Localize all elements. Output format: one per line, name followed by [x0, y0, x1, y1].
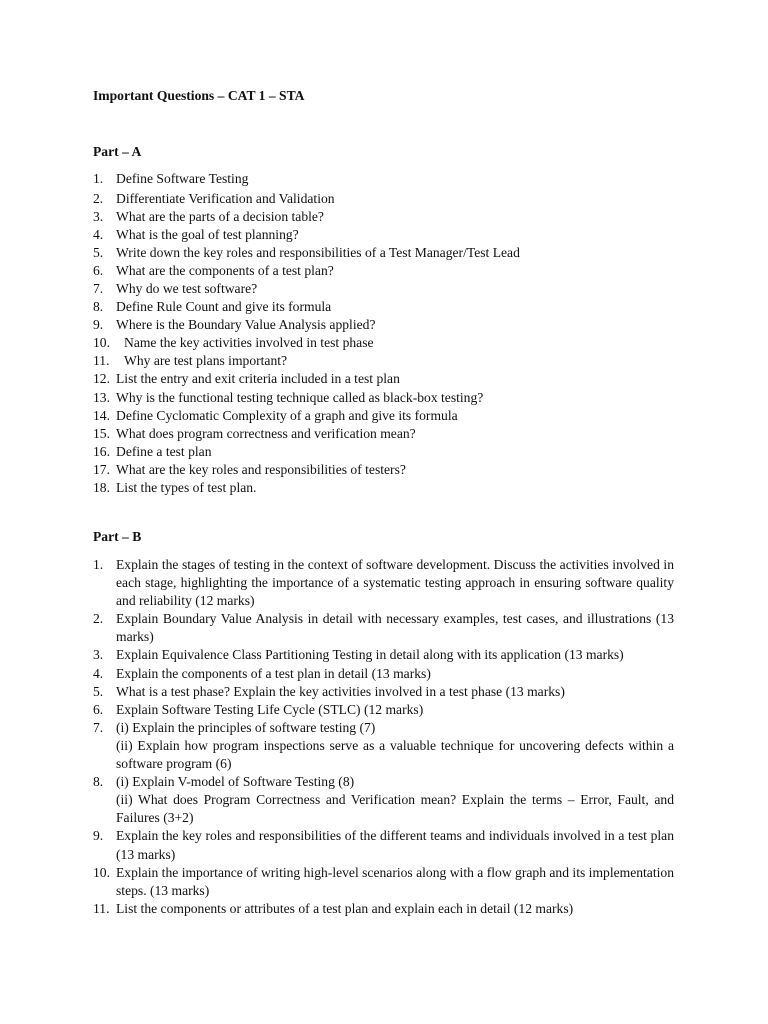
- part-a-question: [93, 190, 674, 208]
- part-b-question: [93, 864, 674, 900]
- question-text: List the entry and exit criteria included in a test plan: [116, 371, 400, 387]
- question-text: Why do we test software?: [116, 280, 258, 296]
- question-text: [116, 900, 674, 918]
- part-b-question: [93, 900, 674, 918]
- question-text: [116, 683, 674, 701]
- question-text: [116, 646, 674, 664]
- question-line: What is a test phase? Explain the key activities involved in a test phase (13 marks): [116, 683, 565, 699]
- question-line: Explain the importance of writing high-level scenarios along with a flow graph and its implementation steps. (13 marks): [116, 864, 674, 898]
- question-number: 17.: [93, 461, 110, 477]
- part-b-question: [93, 610, 674, 646]
- question-number: 9.: [93, 317, 104, 333]
- question-line: Explain the key roles and responsibilities of the different teams and individuals involved in a test plan (13 marks): [116, 828, 674, 862]
- question-number: 3.: [93, 208, 104, 224]
- question-text: What is the goal of test planning?: [116, 226, 299, 242]
- question-line: (i) Explain V-model of Software Testing (8): [116, 774, 355, 790]
- question-number: 8.: [93, 774, 104, 790]
- part-a-question: [93, 316, 674, 334]
- question-number: 10.: [93, 864, 110, 880]
- part-a-question: [93, 370, 674, 388]
- question-text: List the types of test plan.: [116, 480, 257, 495]
- question-number: 9.: [93, 828, 104, 844]
- question-text: [116, 827, 674, 863]
- part-a-question: [93, 443, 674, 461]
- question-number: 11.: [93, 900, 110, 916]
- part-b-question: [93, 556, 674, 610]
- part-b-heading: Part – B: [93, 529, 142, 544]
- question-number: 1.: [93, 557, 104, 572]
- part-a-question: [93, 389, 674, 407]
- question-number: 2.: [93, 611, 104, 627]
- question-number: 4.: [93, 226, 104, 242]
- question-number: 10.: [93, 335, 110, 351]
- question-number: 18.: [93, 480, 110, 495]
- question-number: 14.: [93, 407, 110, 423]
- part-b-question: [93, 773, 674, 827]
- question-line: Explain the components of a test plan in detail (13 marks): [116, 665, 431, 681]
- question-text: [116, 864, 674, 900]
- question-text: Define Software Testing: [116, 171, 249, 186]
- question-line: (ii) What does Program Correctness and Verification mean? Explain the terms – Error, Fault, and Failures (3+2): [116, 792, 674, 826]
- question-text: Define Cyclomatic Complexity of a graph and give its formula: [116, 407, 458, 423]
- question-number: 15.: [93, 425, 110, 441]
- question-number: 7.: [93, 719, 104, 735]
- question-number: 5.: [93, 244, 104, 260]
- part-a-question: [93, 479, 674, 497]
- part-a-question-list: [93, 170, 674, 497]
- question-text: Define a test plan: [116, 443, 212, 459]
- part-a-heading: Part – A: [93, 144, 142, 159]
- part-a-question: [93, 334, 674, 352]
- part-b-question: [93, 683, 674, 701]
- question-number: 6.: [93, 262, 104, 278]
- question-line: (ii) Explain how program inspections serve as a valuable technique for uncovering defects within a software program (6): [116, 737, 674, 772]
- part-a-question: [93, 170, 674, 190]
- part-a-question: [93, 461, 674, 479]
- question-line: Explain Boundary Value Analysis in detail with necessary examples, test cases, and illustrations (13 marks): [116, 611, 674, 645]
- part-a-question: [93, 352, 674, 370]
- question-text: [116, 556, 674, 610]
- part-b-question: [93, 646, 674, 664]
- part-b-question: [93, 719, 674, 773]
- part-a-question: [93, 298, 674, 316]
- question-text: [116, 719, 674, 773]
- part-b-question: [93, 701, 674, 719]
- question-number: 12.: [93, 371, 110, 387]
- part-a-question: [93, 208, 674, 226]
- question-number: 2.: [93, 190, 104, 206]
- question-line: Explain the stages of testing in the context of software development. Discuss the activities involved in each stage, highlighting the importance of a systematic testing approach in ensuring software quality and reliability (12 marks): [116, 557, 674, 609]
- question-number: 3.: [93, 647, 104, 663]
- part-a-question: [93, 407, 674, 425]
- part-b-question-list: [93, 556, 674, 918]
- part-b-question: [93, 827, 674, 863]
- question-text: What are the key roles and responsibilities of testers?: [116, 461, 406, 477]
- question-text: What are the parts of a decision table?: [116, 208, 324, 224]
- question-line: (i) Explain the principles of software testing (7): [116, 719, 376, 735]
- part-a-question: [93, 226, 674, 244]
- question-number: 4.: [93, 665, 104, 681]
- question-text: [116, 610, 674, 646]
- question-number: 11.: [93, 353, 110, 369]
- question-number: 6.: [93, 701, 104, 717]
- question-text: [116, 665, 674, 683]
- question-text: [116, 773, 674, 827]
- question-text: Differentiate Verification and Validation: [116, 190, 335, 206]
- part-a-question: [93, 244, 674, 262]
- question-line: List the components or attributes of a test plan and explain each in detail (12 marks): [116, 900, 574, 916]
- part-b-question: [93, 665, 674, 683]
- part-a-question: [93, 280, 674, 298]
- question-number: 13.: [93, 389, 110, 405]
- question-line: Explain Equivalence Class Partitioning Testing in detail along with its application (13 marks): [116, 647, 624, 663]
- question-text: What are the components of a test plan?: [116, 262, 334, 278]
- question-text: What does program correctness and verification mean?: [116, 425, 416, 441]
- part-a-question: [93, 262, 674, 280]
- question-text: Why are test plans important?: [124, 353, 288, 369]
- question-number: 5.: [93, 683, 104, 699]
- question-text: Define Rule Count and give its formula: [116, 299, 332, 315]
- question-text: [116, 701, 674, 719]
- question-text: Write down the key roles and responsibilities of a Test Manager/Test Lead: [116, 244, 520, 260]
- part-a-question: [93, 425, 674, 443]
- document-title: Important Questions – CAT 1 – STA: [93, 88, 305, 103]
- question-text: Where is the Boundary Value Analysis applied?: [116, 317, 376, 333]
- question-text: Name the key activities involved in test phase: [124, 335, 374, 351]
- question-number: 8.: [93, 299, 104, 315]
- question-text: Why is the functional testing technique called as black-box testing?: [116, 389, 484, 405]
- question-number: 7.: [93, 280, 104, 296]
- question-line: Explain Software Testing Life Cycle (STLC) (12 marks): [116, 701, 424, 717]
- question-number: 1.: [93, 171, 104, 186]
- question-number: 16.: [93, 443, 110, 459]
